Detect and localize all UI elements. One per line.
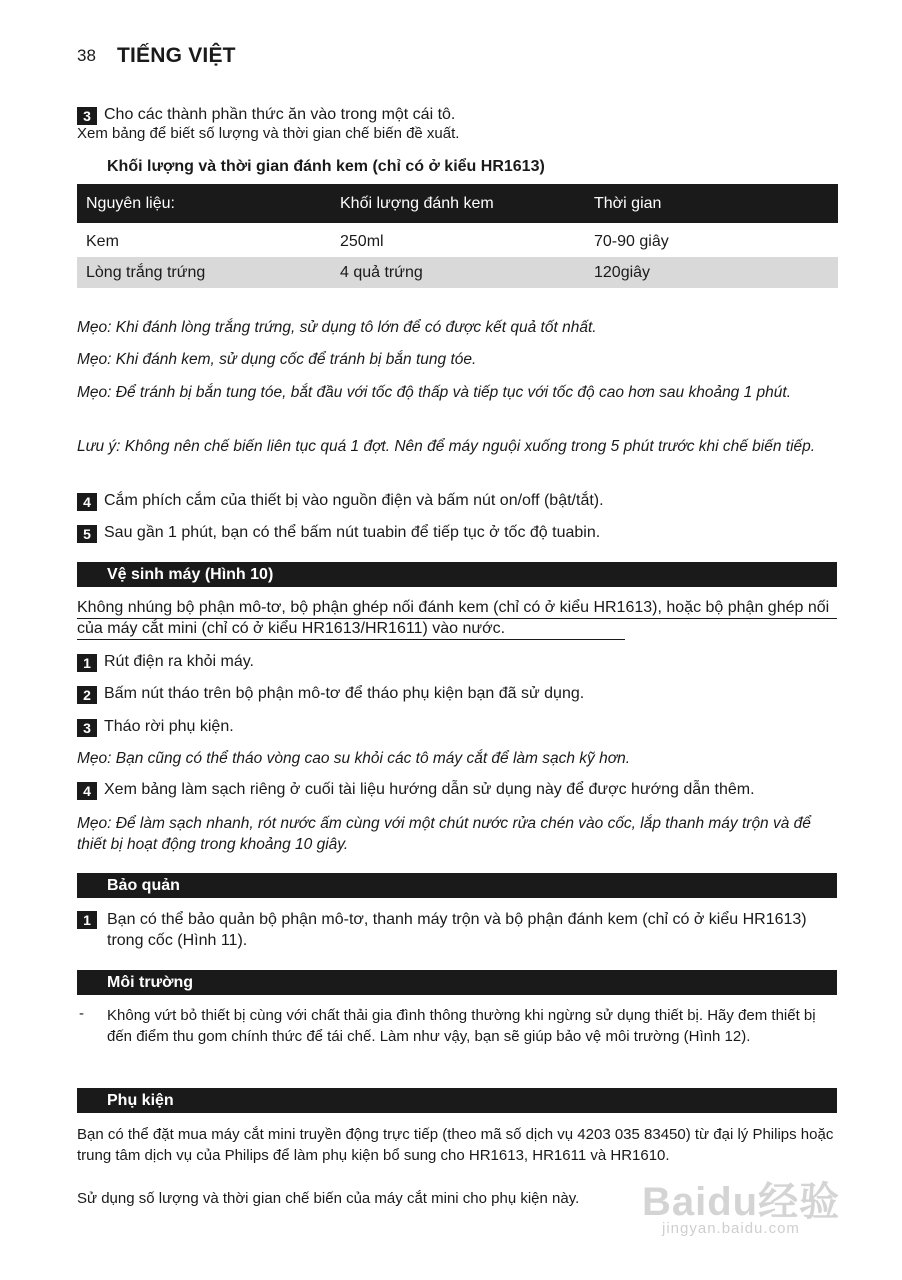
step-5 (77, 522, 600, 543)
table-title: Khối lượng và thời gian đánh kem (chỉ có ở kiểu HR1613) (107, 158, 545, 175)
step-text: Cho các thành phần thức ăn vào trong một cái tô. (104, 106, 456, 123)
section-heading-storage (77, 873, 837, 898)
underline (77, 618, 837, 619)
table-cell: 250ml (340, 233, 384, 250)
section-heading-text: Môi trường (107, 974, 194, 991)
watermark-url: jingyan.baidu.com (662, 1220, 800, 1237)
table-header-cell: Khối lượng đánh kem (340, 195, 494, 212)
step-number: 3 (77, 719, 97, 737)
table-cell: Lòng trắng trứng (86, 264, 206, 281)
cleaning-step-1 (77, 651, 254, 672)
step-text: Tháo rời phụ kiện. (104, 718, 234, 735)
step-text: Xem bảng làm sạch riêng ở cuối tài liệu hướng dẫn sử dụng này để được hướng dẫn thêm. (104, 781, 755, 798)
note-text: Lưu ý: Không nên chế biến liên tục quá 1 đợt. Nên để máy nguội xuống trong 5 phút trước khi chế biến tiếp. (77, 438, 816, 455)
cleaning-step-4 (77, 779, 755, 800)
step-text: Rút điện ra khỏi máy. (104, 653, 254, 670)
step-3-subtext: Xem bảng để biết số lượng và thời gian chế biến đề xuất. (77, 125, 460, 142)
environment-text: Không vứt bỏ thiết bị cùng với chất thải gia đình thông thường khi ngừng sử dụng thiết bị. Hãy đem thiết bị đến điểm thu gom chính thức để tái chế. Làm như vậy, bạn sẽ giúp bảo vệ môi trường (Hình 12). (107, 1007, 816, 1045)
section-heading-environment (77, 970, 837, 995)
table-cell: 120giây (594, 264, 651, 281)
accessories-paragraph-2: Sử dụng số lượng và thời gian chế biến của máy cắt mini cho phụ kiện này. (77, 1190, 580, 1207)
tip-text: Mẹo: Khi đánh lòng trắng trứng, sử dụng tô lớn để có được kết quả tốt nhất. (77, 319, 597, 336)
storage-step-number-wrap (77, 910, 104, 929)
tip-text: Mẹo: Để tránh bị bắn tung tóe, bắt đầu với tốc độ thấp và tiếp tục với tốc độ cao hơn sau khoảng 1 phút. (77, 384, 792, 401)
step-4 (77, 490, 604, 511)
underline (77, 639, 625, 640)
cleaning-step-2 (77, 683, 584, 704)
table-cell: Kem (86, 233, 119, 250)
step-number: 4 (77, 493, 97, 511)
section-heading-cleaning (77, 562, 837, 587)
section-heading-text: Phụ kiện (107, 1092, 174, 1109)
table-row (77, 226, 838, 257)
table-header-cell: Thời gian (594, 195, 662, 212)
step-number: 3 (77, 107, 97, 125)
bullet-dash: - (79, 1005, 84, 1022)
tip-text: Mẹo: Để làm sạch nhanh, rót nước ấm cùng với một chút nước rửa chén vào cốc, lắp thanh máy trộn và để thiết bị hoạt động trong khoảng 10 giây. (77, 815, 811, 853)
step-number: 1 (77, 654, 97, 672)
tip-text: Mẹo: Khi đánh kem, sử dụng cốc để tránh bị bắn tung tóe. (77, 351, 477, 368)
page-number: 38 (77, 46, 96, 65)
storage-step-text: Bạn có thể bảo quản bộ phận mô-tơ, thanh máy trộn và bộ phận đánh kem (chỉ có ở kiểu HR1613) trong cốc (Hình 11). (107, 911, 807, 949)
section-heading-text: Vệ sinh máy (Hình 10) (107, 566, 274, 583)
step-number: 1 (77, 911, 97, 929)
table-row (77, 257, 838, 288)
table-header-cell: Nguyên liệu: (86, 195, 175, 212)
accessories-paragraph: Bạn có thể đặt mua máy cắt mini truyền động trực tiếp (theo mã số dịch vụ 4203 035 83450) từ đại lý Philips hoặc trung tâm dịch vụ của Philips để làm phụ kiện bổ sung cho HR1613, HR1611 và HR1610. (77, 1126, 834, 1164)
step-text: Sau gần 1 phút, bạn có thể bấm nút tuabin để tiếp tục ở tốc độ tuabin. (104, 524, 601, 541)
section-heading-text: Bảo quản (107, 877, 180, 894)
table-cell: 4 quả trứng (340, 264, 423, 281)
step-number: 5 (77, 525, 97, 543)
table-cell: 70-90 giây (594, 233, 669, 250)
section-heading-accessories (77, 1088, 837, 1113)
step-number: 4 (77, 782, 97, 800)
tip-text: Mẹo: Bạn cũng có thể tháo vòng cao su khỏi các tô máy cắt để làm sạch kỹ hơn. (77, 750, 631, 767)
step-number: 2 (77, 686, 97, 704)
step-text: Cắm phích cắm của thiết bị vào nguồn điện và bấm nút on/off (bật/tắt). (104, 492, 604, 509)
cleaning-warning: Không nhúng bộ phận mô-tơ, bộ phận ghép nối đánh kem (chỉ có ở kiểu HR1613), hoặc bộ phận ghép nối của máy cắt mini (chỉ có ở kiểu HR1613/HR1611) vào nước. (77, 599, 830, 637)
table-header (77, 184, 838, 223)
step-text: Bấm nút tháo trên bộ phận mô-tơ để tháo phụ kiện bạn đã sử dụng. (104, 685, 585, 702)
language-title: TIẾNG VIỆT (117, 44, 236, 67)
watermark-logo: Baidu经验 (642, 1180, 841, 1224)
step-3-intro (77, 104, 455, 125)
cleaning-step-3 (77, 716, 234, 737)
